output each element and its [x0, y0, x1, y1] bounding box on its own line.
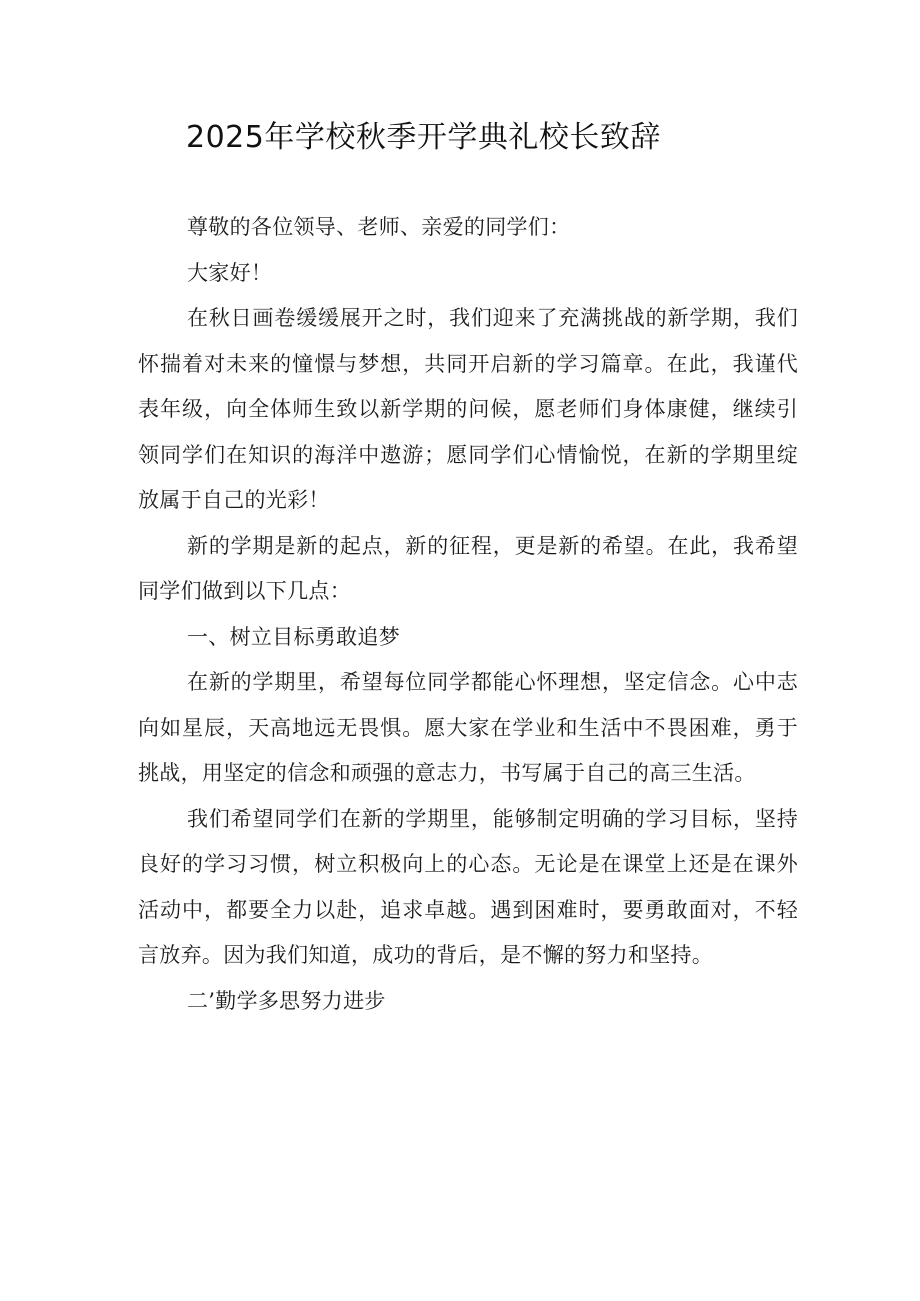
new-semester-paragraph: 新的学期是新的起点，新的征程，更是新的希望。在此，我希望同学们做到以下几点： [138, 533, 798, 603]
section-heading-1: 一、树立目标勇敢追梦 [187, 624, 400, 649]
section-1-paragraph-1: 在新的学期里，希望每位同学都能心怀理想，坚定信念。心中志向如星辰，天高地远无畏惧。愿大家在学业和生活中不畏困难，勇于挑战，用坚定的信念和顽强的意志力，书写属于自己的高三生活。 [138, 670, 798, 785]
opening-paragraph: 在秋日画卷缓缓展开之时，我们迎来了充满挑战的新学期，我们怀揣着对未来的憧憬与梦想，共同开启新的学习篇章。在此，我谨代表年级，向全体师生致以新学期的问候，愿老师们身体康健，继续引领同学们在知识的海洋中遨游；愿同学们心情愉悦，在新的学期里绽放属于自己的光彩！ [138, 306, 798, 512]
salutation-paragraph: 尊敬的各位领导、老师、亲爱的同学们： [187, 215, 571, 239]
section-heading-2: 二’勤学多思努力进步 [187, 988, 386, 1013]
document-body [138, 205, 798, 1024]
section-1-paragraph-2: 我们希望同学们在新的学期里，能够制定明确的学习目标，坚持良好的学习习惯，树立积极向上的心态。无论是在课堂上还是在课外活动中，都要全力以赴，追求卓越。遇到困难时，要勇敢面对，不轻言放弃。因为我们知道，成功的背后，是不懈的努力和坚持。 [138, 806, 798, 967]
document-title: 2025年学校秋季开学典礼校长致辞 [186, 120, 661, 155]
greeting-paragraph: 大家好！ [187, 260, 273, 285]
